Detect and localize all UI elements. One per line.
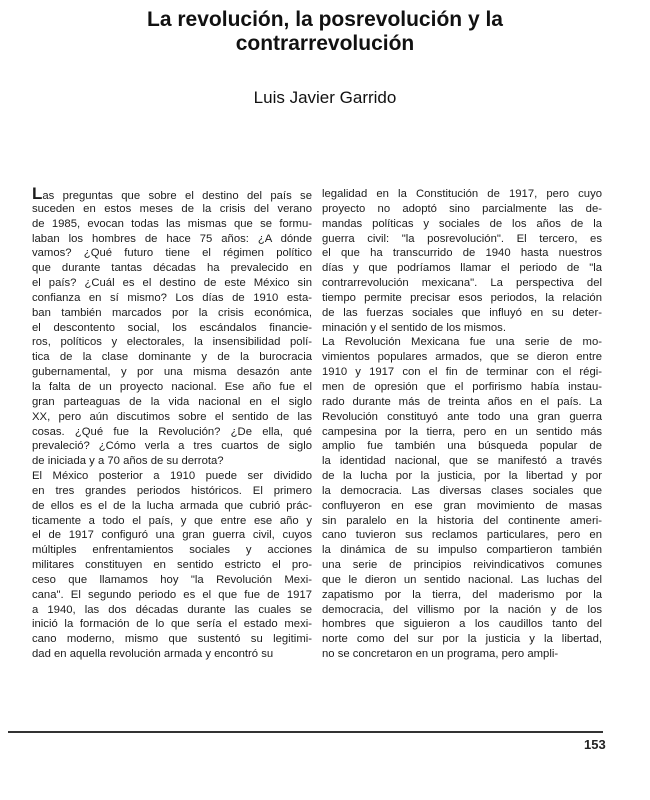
text-line: legalidad en la Constitución de 1917, pero cuyo [322, 188, 602, 200]
text-line: contrarrevolución mexicana". La perspectiva del [322, 277, 602, 290]
text-line: dad en aquella revolución armada y encontró su [32, 648, 274, 661]
text-line: zapatismo por la tierra, del maderismo por la [322, 588, 602, 601]
text-line: sin paralelo en la historia del continente ameri- [322, 514, 602, 527]
text-line: prevaleció? ¿Cómo verla a tres cuartos de siglo [32, 440, 312, 453]
text-line: Revolución constituyó ante todo una gran guerra [322, 410, 602, 423]
text-line: tica de la clase dominante y de la burocracia [32, 351, 312, 364]
text-line: hombres que siguieron a los caudillos tanto del [322, 618, 602, 631]
text-line: una serie de principios reivindicativos comunes [322, 559, 602, 572]
text-line: de iniciada y a 70 años de su derrota? [32, 455, 224, 468]
text-line: que le dieron un sentido nacional. Las luchas del [322, 573, 602, 586]
text-line: vimientos populares armados, que se dieron entre [322, 351, 602, 364]
text-line: militares constituyen en sentido estricto el pro- [32, 559, 312, 572]
right-column [322, 187, 602, 662]
text-line: guerra civil: "la posrevolución". El tercero, es [322, 232, 602, 245]
text-line: cano moderno, mismo que sustentó su legitimi- [32, 633, 312, 646]
text-line: de las fuerzas sociales que influyó en su deter- [322, 306, 602, 319]
text-line: días y que podríamos llamar el periodo de "la [322, 262, 602, 275]
text-line: laban los hombres de hace 75 años: ¿A dónde [32, 232, 312, 245]
text-line: no se concretaron en un programa, pero ampli- [322, 648, 559, 661]
text-line: 1910 y 1917 con el fin de terminar con el régi- [322, 366, 602, 379]
text-line: rado durante más de treinta años en el país. La [322, 395, 602, 408]
text-line: amplio fue también una búsqueda popular de [322, 440, 602, 453]
author-name: Luis Javier Garrido [253, 88, 397, 107]
text-line: confluyeron en ese gran movimiento de masas [322, 499, 602, 512]
text-line: el país? ¿Cuál es el destino de este México sin [32, 277, 312, 290]
text-line: la identidad nacional, que se manifestó a través [322, 455, 602, 468]
text-line: a 1940, las dos décadas durante las cuales se [32, 603, 312, 616]
text-line: la dinámica de su impulso compartieron también [322, 544, 602, 557]
text-line: inició la formación de lo que sería el estado mexi- [32, 618, 312, 631]
text-line: la falta de un proyecto nacional. Ese año fue el [32, 380, 312, 393]
text-line: el descontento social, los escándalos financie- [32, 321, 312, 334]
footer-rule [8, 731, 603, 733]
text-line: de la lucha por la justicia, por la libertad y por [322, 470, 602, 483]
text-line: minación y el sentido de los mismos. [322, 321, 506, 334]
text-line: proyecto no adoptó sino parcialmente las de- [322, 202, 602, 215]
text-line: men de opresión que el porfirismo había instau- [322, 380, 602, 393]
text-line: mandas políticas y sociales de los años de la [322, 217, 602, 230]
text-line: ban también marcados por la crisis económica, [32, 306, 312, 319]
left-column [32, 187, 312, 662]
text-line: de 1985, evocan todas las mismas que se formu- [32, 217, 312, 230]
text-line: el que ha transcurrido de 1940 hasta nuestros [322, 247, 602, 260]
text-line: La Revolución Mexicana fue una serie de mo- [322, 336, 602, 349]
text-line: El México posterior a 1910 puede ser dividido [32, 470, 312, 483]
text-line: que durante tantas décadas ha prevalecido en [32, 262, 312, 275]
text-line: gran parteaguas de la vida nacional en el siglo [32, 395, 312, 408]
text-line: ros, políticos y electorales, la insensibilidad polí- [32, 336, 312, 349]
text-line: confianza en sí mismo? Los días de 1910 esta- [32, 291, 312, 304]
text-line: campesina por la tierra, pero en un sentido más [322, 425, 602, 438]
text-line-rest: as preguntas que sobre el destino del país se [42, 190, 312, 202]
text-line: democracia, del villismo por la nación y de los [322, 603, 602, 616]
text-line: vamos? ¿Qué futuro tiene el régimen político [32, 247, 312, 260]
text-line: cana". El segundo periodo es el que fue de 1917 [32, 588, 312, 601]
title-line-2: contrarrevolución [235, 32, 415, 55]
text-line: ticamente a todo el país, y que entre ese año y [32, 514, 312, 527]
text-line: cano tuvieron sus reclamos particulares, pero en [322, 529, 602, 542]
text-line: en tres grandes periodos históricos. El primero [32, 484, 312, 497]
text-line: suceden en estos meses de la crisis del verano [32, 202, 312, 215]
page-number: 153 [584, 737, 606, 752]
text-line: cosas. ¿Qué fue la Revolución? ¿De ella, qué [32, 425, 312, 438]
text-line: de ellos es el de la lucha armada que cubrió prác- [32, 499, 312, 512]
text-line: ceso que llamamos hoy "la Revolución Mexi- [32, 573, 312, 586]
title-line-1: La revolución, la posrevolución y la [147, 8, 503, 31]
text-line: tiempo permite precisar esos periodos, la relación [322, 291, 602, 304]
drop-cap: L [32, 187, 43, 202]
text-line [32, 187, 312, 202]
text-line: el de 1917 configuró una gran guerra civil, cuyos [32, 529, 312, 542]
text-line: gubernamental, y por una misma desazón ante [32, 366, 312, 379]
article-title [40, 8, 610, 56]
text-line: norte como del sur por la justicia y la libertad, [322, 633, 602, 646]
text-line: múltiples enfrentamientos sociales y acciones [32, 544, 312, 557]
text-line: la democracia. Las diversas clases sociales que [322, 484, 602, 497]
text-line: XX, pero aún discutimos sobre el sentido de las [32, 410, 312, 423]
